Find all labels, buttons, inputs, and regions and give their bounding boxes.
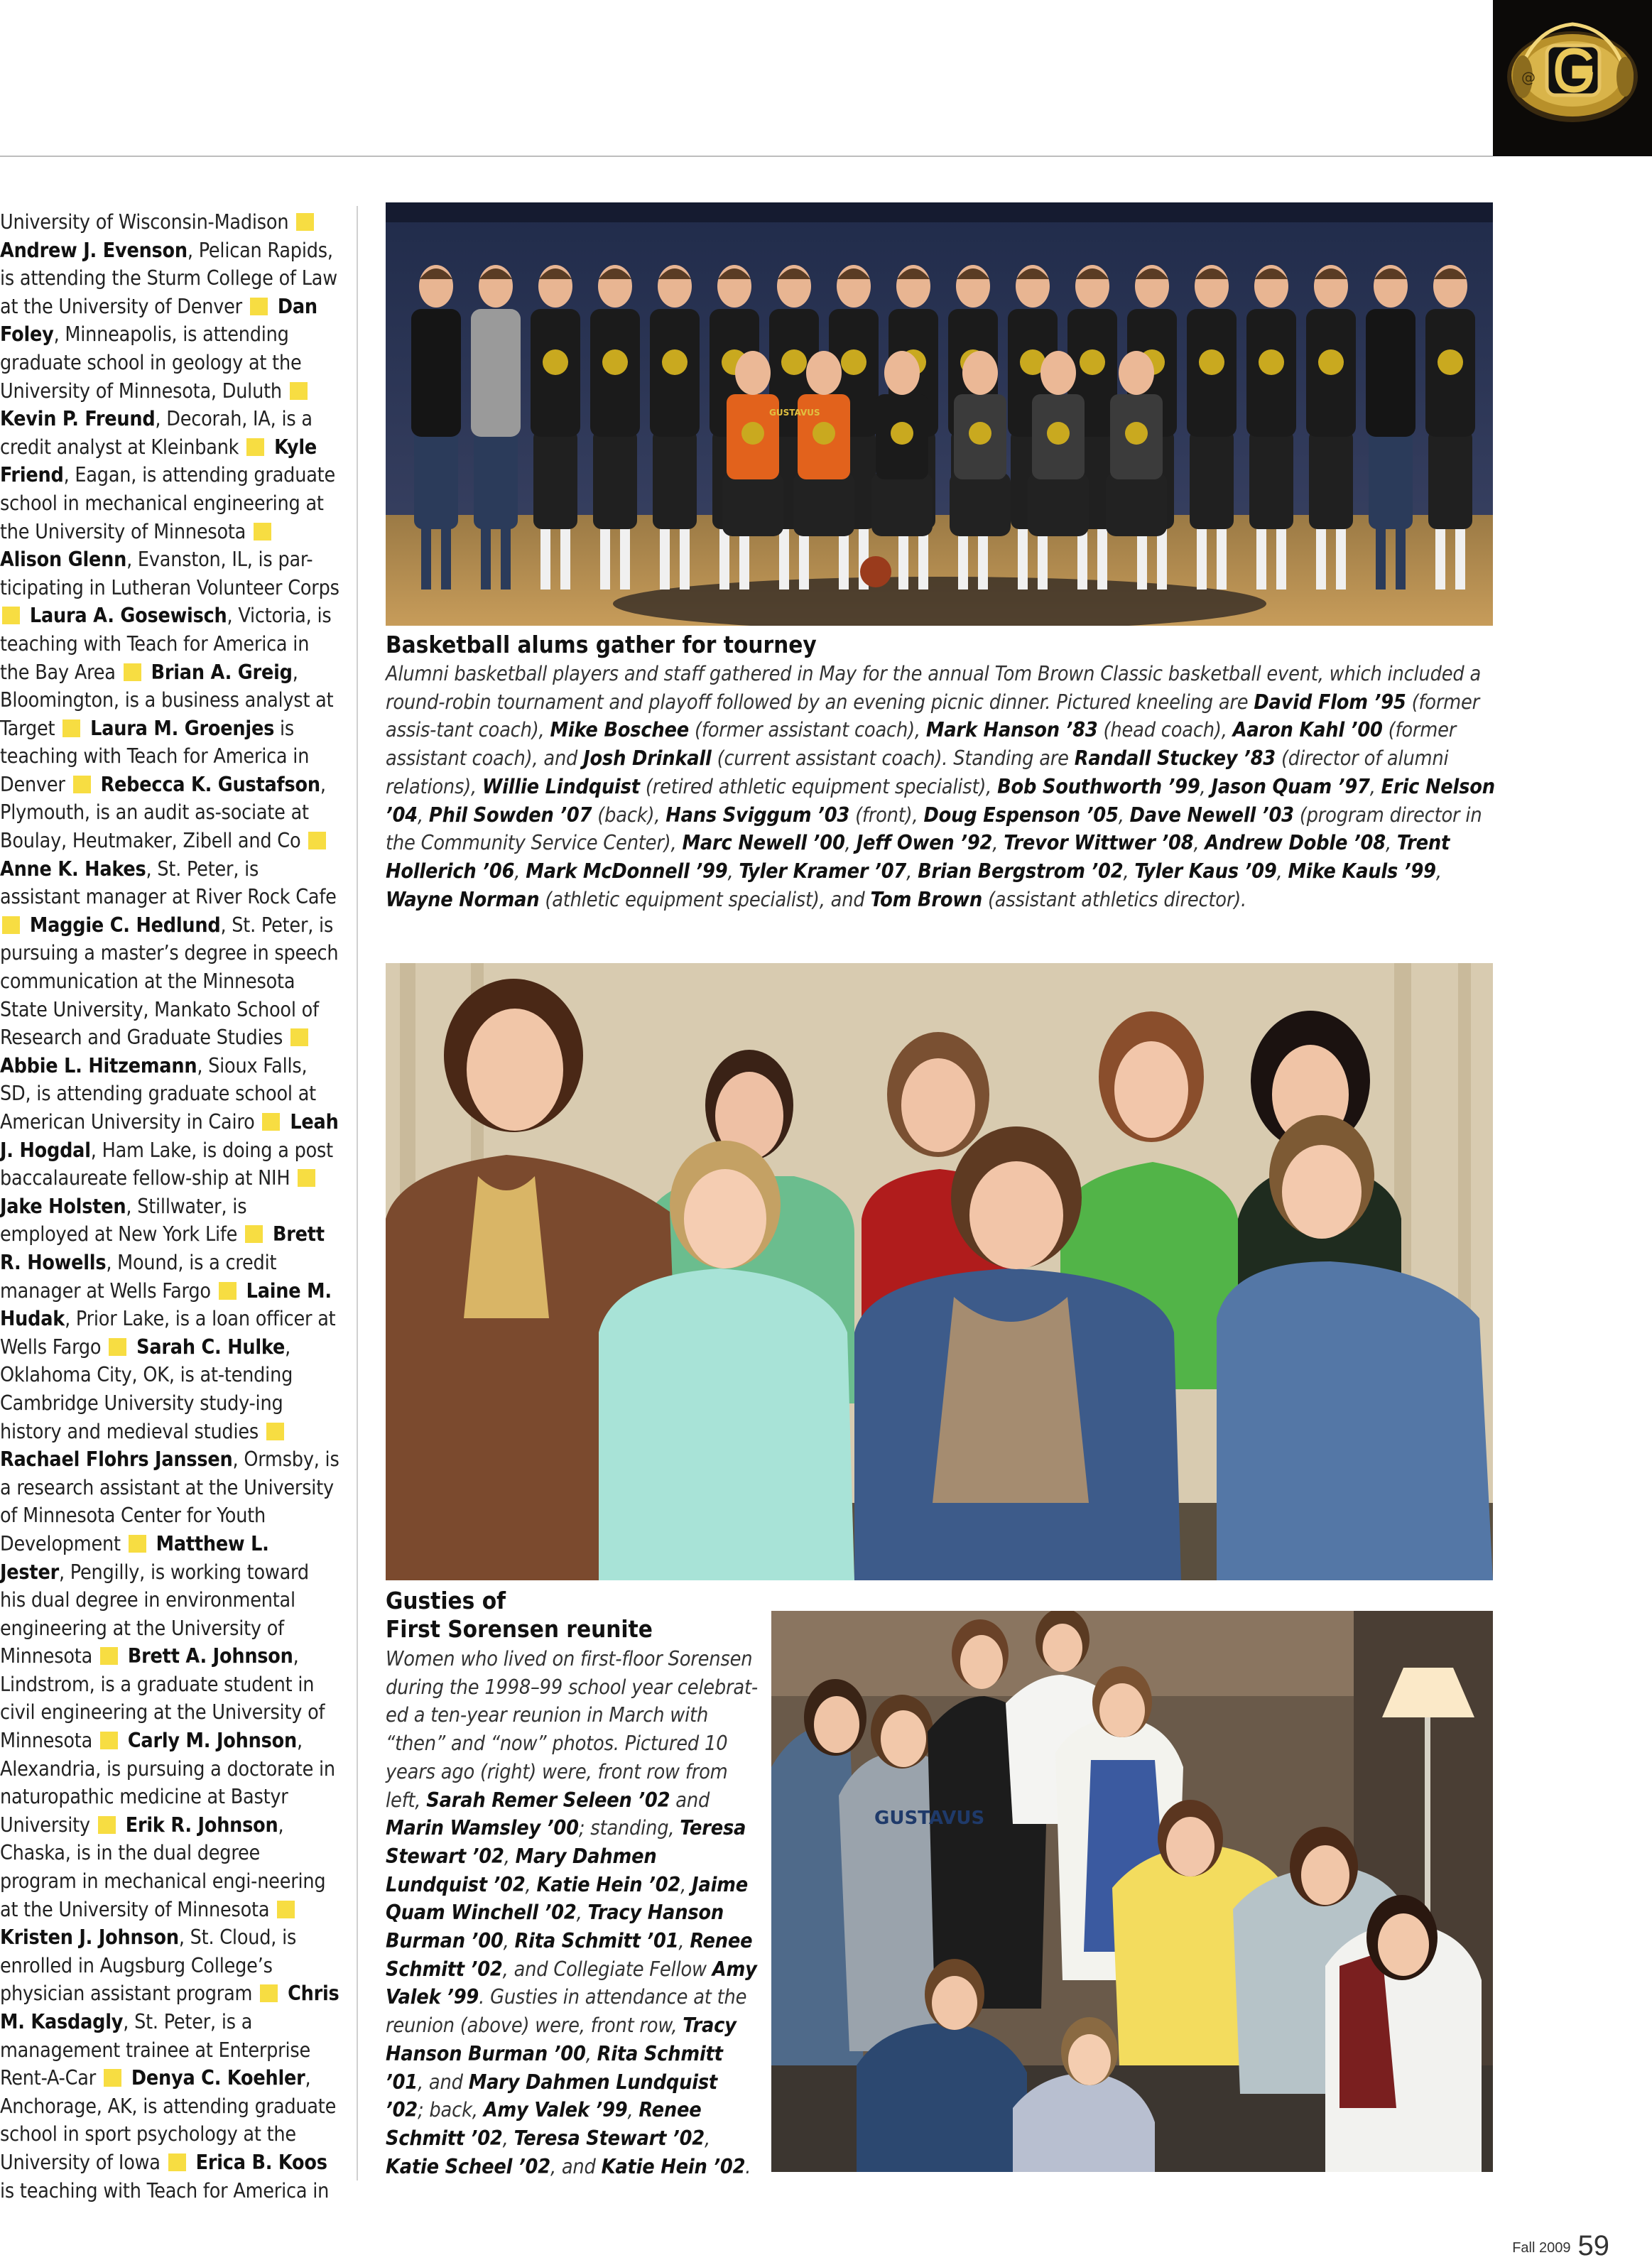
- alumnus-name: Kyle Friend: [0, 435, 317, 487]
- caption-person-name: Eric Nelson ’04: [386, 773, 1495, 827]
- alumnus-detail: , Sioux Falls, SD, is attending graduate school at American University in Cairo: [0, 1053, 316, 1134]
- alumnus-detail: , Minneapolis, is attending graduate school in geology at the University of Minnesota, Duluth: [0, 322, 302, 403]
- alumnus-detail: , Pelican Rapids, is attending the Sturm College of Law at the University of Denver: [0, 238, 337, 318]
- caption-person-name: Aaron Kahl ’00: [1232, 717, 1383, 742]
- directory-entry: [0, 1195, 246, 1246]
- alumnus-detail: , Mound, is a credit manager at Wells Fargo: [0, 1250, 277, 1303]
- entry-separator-square-icon: [104, 2069, 121, 2087]
- basketball-alumni-photo: [386, 202, 1493, 626]
- caption-text-run: ,: [576, 1900, 588, 1925]
- caption-text-run: ,: [1200, 773, 1212, 798]
- entry-separator-square-icon: [100, 1647, 118, 1665]
- alumnus-detail: , Plymouth, is an audit as-sociate at Boulay, Heutmaker, Zibell and Co: [0, 772, 326, 853]
- entry-separator-square-icon: [246, 438, 264, 456]
- entry-separator-square-icon: [308, 832, 326, 849]
- caption-text-run: ,: [1118, 802, 1130, 827]
- caption-person-name: Sarah Remer Seleen ’02: [426, 1787, 670, 1812]
- directory-entry: [0, 210, 288, 234]
- column-divider: [357, 206, 358, 2180]
- caption-text-run: ,: [504, 1843, 516, 1868]
- caption-text-run: (front),: [849, 802, 924, 827]
- caption-person-name: Katie Hein ’02: [601, 2153, 746, 2178]
- svg-text:@: @: [1521, 69, 1536, 86]
- caption-text-run: ,: [514, 858, 526, 883]
- caption-person-name: Willie Lindquist: [482, 773, 640, 798]
- alumnus-detail: , Ham Lake, is doing a post baccalaureate fellow-ship at NIH: [0, 1138, 333, 1190]
- header-rule: [0, 156, 1493, 157]
- caption-text-run: ,: [1276, 858, 1288, 883]
- caption-text-run: ,: [680, 1872, 692, 1896]
- alumnus-name: Rachael Flohrs Janssen: [0, 1447, 233, 1472]
- caption-person-name: Mark Hanson ’83: [925, 717, 1098, 742]
- caption-text-run: ,: [727, 858, 739, 883]
- entry-separator-square-icon: [63, 719, 80, 737]
- caption-text-run: ,: [503, 1928, 515, 1953]
- caption-text-run: (retired athletic equipment specialist),: [639, 773, 998, 798]
- caption-text-run: ,: [585, 2041, 597, 2065]
- alumnus-detail: , Evanston, IL, is par-ticipating in Lutheran Volunteer Corps: [0, 548, 339, 599]
- alumnus-detail: , St. Peter, is assistant manager at River Rock Cafe: [0, 857, 337, 909]
- caption-text-run: ,: [844, 830, 857, 855]
- alumnus-detail: , Prior Lake, is a loan officer at Wells Fargo: [0, 1307, 336, 1359]
- caption-text-run: . Gusties in attendance at the reunion (above) were, front row,: [386, 1984, 747, 2038]
- caption-text-run: ,: [1385, 830, 1397, 855]
- alumnus-detail: , Oklahoma City, OK, is at-tending Cambridge University study-ing history and medieval studies: [0, 1335, 293, 1443]
- caption-text-run: Women who lived on first-floor Sorensen during the 1998–99 school year celebrat-ed a ten-year reunion in March with “then” and “now” photos. Pictured 10 years ago (right) were, front row from left,: [386, 1646, 758, 1812]
- alumnus-name: Denya C. Koehler: [131, 2066, 305, 2090]
- alumnus-detail: is teaching with Teach for America in: [0, 2178, 330, 2202]
- sorensen-caption-title: [386, 1587, 755, 1644]
- caption-person-name: Amy Valek ’99: [483, 2097, 628, 2122]
- entry-separator-square-icon: [290, 1028, 308, 1046]
- alumnus-name: Kristen J. Johnson: [0, 1925, 179, 1950]
- caption-person-name: Tom Brown: [870, 886, 982, 911]
- caption-text-run: ,: [1193, 830, 1205, 855]
- entry-separator-square-icon: [100, 1732, 118, 1749]
- caption-text-run: .: [745, 2153, 751, 2178]
- caption-person-name: Tracy Hanson Burman ’00: [386, 2013, 737, 2065]
- caption-text-run: , and: [550, 2153, 602, 2178]
- caption-person-name: Jaime Quam Winchell ’02: [386, 1872, 749, 1925]
- caption-text-run: (former assistant coach),: [689, 717, 926, 742]
- caption-person-name: Josh Drinkall: [583, 746, 712, 771]
- caption-text-run: ,: [678, 1928, 690, 1953]
- caption-person-name: Teresa Stewart ’02: [513, 2125, 705, 2150]
- alumnus-detail: , Eagan, is attending graduate school in mechanical engineering at the University of Minnesota: [0, 463, 335, 543]
- entry-separator-square-icon: [260, 1984, 278, 2002]
- alumnus-name: Erik R. Johnson: [125, 1813, 278, 1837]
- alumnus-detail: University of Wisconsin-Madison: [0, 210, 289, 234]
- entry-separator-square-icon: [129, 1535, 146, 1553]
- caption-person-name: Doug Espenson ’05: [923, 802, 1119, 827]
- caption-person-name: Mary Dahmen Lundquist ’02: [386, 2069, 718, 2122]
- caption-person-name: Katie Scheel ’02: [386, 2153, 550, 2178]
- entry-separator-square-icon: [250, 298, 268, 315]
- entry-separator-square-icon: [219, 1282, 237, 1300]
- directory-entry: [0, 1925, 296, 2005]
- alumnus-detail: , Ormsby, is a research assistant at the University of Minnesota Center for Youth Development: [0, 1447, 339, 1555]
- alumnus-name: Brett R. Howells: [0, 1222, 325, 1274]
- caption-person-name: Mike Kauls ’99: [1288, 858, 1436, 883]
- entry-separator-square-icon: [254, 523, 271, 541]
- caption-text-run: ,: [627, 2097, 639, 2122]
- caption-text-run: ,: [525, 1872, 537, 1896]
- caption-text-run: ,: [1369, 773, 1381, 798]
- alumnus-detail: , St. Peter, is a management trainee at Enterprise Rent-A-Car: [0, 2010, 310, 2090]
- alumnus-detail: , Stillwater, is employed at New York Life: [0, 1194, 247, 1246]
- alumnus-detail: , Chaska, is in the dual degree program in mechanical engi-neering at the University of Minnesota: [0, 1813, 326, 1921]
- issue-season: Fall 2009: [1512, 2240, 1571, 2256]
- entry-separator-square-icon: [296, 213, 314, 231]
- caption-text-run: (athletic equipment specialist), and: [539, 886, 871, 911]
- caption-person-name: Phil Sowden ’07: [428, 802, 592, 827]
- entry-separator-square-icon: [298, 1169, 315, 1187]
- caption-text-run: ; back,: [417, 2097, 484, 2122]
- alumnus-detail: , Victoria, is teaching with Teach for America in the Bay Area: [0, 604, 332, 684]
- caption-text-run: Alumni basketball players and staff gathered in May for the annual Tom Brown Classic basketball event, which included a round-robin tournament and playoff followed by an evening picnic dinner. Pictured kneeling are: [386, 661, 1482, 714]
- alumnus-detail: , Decorah, IA, is a credit analyst at Kleinbank: [0, 407, 313, 459]
- entry-separator-square-icon: [266, 1423, 284, 1440]
- class-ring-g-icon: [1493, 0, 1652, 156]
- alumnus-name: Erica B. Koos: [195, 2150, 327, 2174]
- class-ring-logo: [1493, 0, 1652, 156]
- caption-person-name: Teresa Stewart ’02: [386, 1815, 746, 1868]
- entry-separator-square-icon: [2, 916, 20, 934]
- alumnus-detail: , Lindstrom, is a graduate student in civil engineering at the University of Minnesota: [0, 1644, 325, 1753]
- caption-text-run: ,: [1123, 858, 1135, 883]
- caption-text-run: ,: [417, 802, 429, 827]
- caption-text-run: , and: [417, 2069, 469, 2094]
- caption-person-name: Tracy Hanson Burman ’00: [386, 1900, 724, 1953]
- caption-person-name: Jason Quam ’97: [1211, 773, 1370, 798]
- caption-person-name: Trent Hollerich ’06: [386, 830, 1450, 883]
- caption-text-run: (head coach),: [1097, 717, 1233, 742]
- caption-person-name: Mark McDonnell ’99: [526, 858, 728, 883]
- caption-person-name: Andrew Doble ’08: [1205, 830, 1386, 855]
- alumnus-name: Carly M. Johnson: [127, 1729, 297, 1753]
- alumnus-detail: , Anchorage, AK, is attending graduate school in sport psychology at the University of Iowa: [0, 2066, 337, 2174]
- alumnus-detail: is teaching with Teach for America in Denver: [0, 716, 310, 796]
- alumnus-name: Andrew J. Evenson: [0, 238, 188, 262]
- alumnus-name: Jake Holsten: [0, 1194, 126, 1218]
- caption-text-run: (director of alumni relations),: [386, 746, 1449, 798]
- entry-separator-square-icon: [277, 1901, 295, 1918]
- page-folio: [1512, 2230, 1609, 2262]
- caption-person-name: Mike Boschee: [550, 717, 690, 742]
- caption-text-run: , and Collegiate Fellow: [502, 1956, 712, 1981]
- caption-text-run: ,: [1435, 858, 1442, 883]
- caption-text-run: ,: [502, 2125, 514, 2150]
- caption-text-run: (program director in the Community Service Center),: [386, 802, 1482, 855]
- alumnus-name: Laine M. Hudak: [0, 1278, 332, 1331]
- alumnus-name: Kevin P. Freund: [0, 407, 156, 431]
- entry-separator-square-icon: [124, 663, 141, 681]
- caption-person-name: Hans Sviggum ’03: [665, 802, 850, 827]
- sorensen-title-line1: Gusties of: [386, 1587, 506, 1614]
- basketball-caption-text: [386, 660, 1497, 913]
- entry-separator-square-icon: [245, 1225, 263, 1243]
- caption-person-name: Trevor Wittwer ’08: [1004, 830, 1194, 855]
- directory-entry: [0, 913, 338, 1049]
- entry-separator-square-icon: [168, 2153, 186, 2171]
- caption-text-run: and: [670, 1787, 710, 1812]
- directory-entry: [0, 407, 313, 459]
- caption-person-name: Bob Southworth ’99: [997, 773, 1200, 798]
- sorensen-title-line2: First Sorensen reunite: [386, 1615, 653, 1643]
- sorensen-reunion-then-photo: [771, 1611, 1493, 2172]
- caption-person-name: Wayne Norman: [386, 886, 540, 911]
- alumnus-name: Laura M. Groenjes: [90, 716, 275, 740]
- basketball-icon: [860, 556, 891, 587]
- then-photo-sweatshirt-text: GUSTAVUS: [874, 1808, 985, 1829]
- basketball-caption-title: Basketball alums gather for tourney: [386, 631, 817, 658]
- jersey-text: GUSTAVUS: [769, 408, 820, 418]
- caption-person-name: Marin Wamsley ’00: [386, 1815, 579, 1840]
- directory-entry: [0, 548, 339, 599]
- alumnus-name: Maggie C. Hedlund: [29, 913, 221, 937]
- caption-text-run: ,: [704, 2125, 710, 2150]
- entry-separator-square-icon: [73, 776, 91, 793]
- caption-person-name: Renee Schmitt ’02: [386, 2097, 702, 2150]
- caption-text-run: (assistant athletics director).: [982, 886, 1247, 911]
- alumnus-name: Chris M. Kasdagly: [0, 1982, 339, 2033]
- caption-person-name: Tyler Kramer ’07: [739, 858, 907, 883]
- alumnus-detail: , Alexandria, is pursuing a doctorate in naturopathic medicine at Bastyr University: [0, 1729, 335, 1837]
- entry-separator-square-icon: [98, 1816, 116, 1834]
- caption-person-name: Rita Schmitt ’01: [514, 1928, 679, 1953]
- caption-text-run: (current assistant coach). Standing are: [711, 746, 1075, 771]
- entry-separator-square-icon: [262, 1113, 280, 1131]
- entry-separator-square-icon: [2, 607, 20, 624]
- caption-person-name: Amy Valek ’99: [386, 1956, 757, 2009]
- caption-text-run: (former assistant coach), and: [386, 717, 1457, 771]
- alumnus-detail: , Pengilly, is working toward his dual degree in environmental engineering at the University of Minnesota: [0, 1560, 309, 1668]
- caption-person-name: Randall Stuckey ’83: [1074, 746, 1276, 771]
- entry-separator-square-icon: [109, 1338, 126, 1356]
- alumnus-name: Sarah C. Hulke: [136, 1335, 286, 1359]
- alumnus-name: Anne K. Hakes: [0, 857, 146, 881]
- alumnus-detail: , St. Cloud, is enrolled in Augsburg College’s physician assistant program: [0, 1925, 297, 2006]
- caption-person-name: Jeff Owen ’92: [856, 830, 993, 855]
- sorensen-reunion-now-photo: [386, 963, 1493, 1580]
- caption-person-name: Katie Hein ’02: [536, 1872, 681, 1896]
- alumnus-name: Leah J. Hogdal: [0, 1110, 339, 1162]
- alumnus-name: Dan Foley: [0, 294, 317, 347]
- caption-person-name: Mary Dahmen Lundquist ’02: [386, 1843, 657, 1896]
- sorensen-caption-text: [386, 1645, 759, 2180]
- alumnus-name: Brett A. Johnson: [127, 1644, 293, 1668]
- caption-person-name: Rita Schmitt ’01: [386, 2041, 723, 2094]
- page-number: 59: [1577, 2230, 1609, 2261]
- caption-text-run: ,: [992, 830, 1004, 855]
- caption-text-run: ; standing,: [578, 1815, 680, 1840]
- caption-person-name: Renee Schmitt ’02: [386, 1928, 753, 1981]
- alumnus-name: Matthew L. Jester: [0, 1531, 269, 1584]
- caption-text-run: (former assis-tant coach),: [386, 689, 1480, 742]
- caption-text-run: (back),: [592, 802, 666, 827]
- caption-person-name: Brian Bergstrom ’02: [918, 858, 1124, 883]
- alumnus-name: Alison Glenn: [0, 548, 127, 572]
- caption-person-name: Dave Newell ’03: [1129, 802, 1294, 827]
- alumnus-name: Abbie L. Hitzemann: [0, 1053, 197, 1077]
- alumnus-name: Rebecca K. Gustafson: [100, 772, 320, 796]
- caption-person-name: David Flom ’95: [1254, 689, 1406, 714]
- caption-person-name: Marc Newell ’00: [682, 830, 845, 855]
- alumni-directory-column: [0, 208, 339, 2205]
- alumnus-detail: , Bloomington, is a business analyst at Target: [0, 660, 334, 740]
- alumnus-detail: , St. Peter, is pursuing a master’s degree in speech communication at the Minnesota State University, Mankato School of Research and Graduate Studies: [0, 913, 339, 1050]
- caption-text-run: ,: [906, 858, 918, 883]
- entry-separator-square-icon: [290, 382, 308, 400]
- caption-person-name: Tyler Kaus ’09: [1134, 858, 1277, 883]
- alumnus-name: Laura A. Gosewisch: [29, 604, 227, 628]
- directory-entry: [0, 857, 337, 909]
- alumnus-name: Brian A. Greig: [151, 660, 293, 684]
